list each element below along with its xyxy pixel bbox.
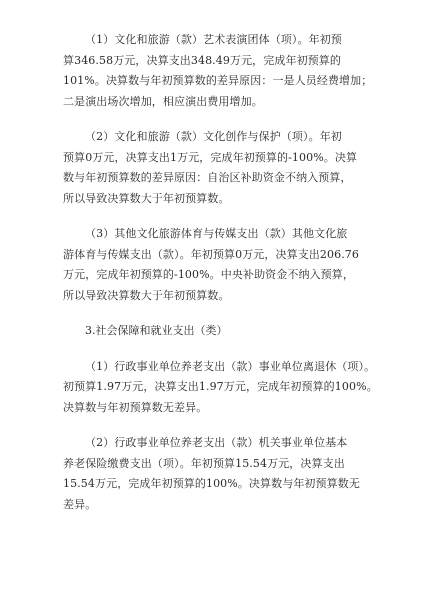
text-line: 二是演出场次增加，相应演出费用增加。 — [63, 94, 263, 108]
text-line: 15.54万元，完成年初预算的100%。决算数与年初预算数无 — [63, 477, 360, 490]
paragraph-pension-insurance — [63, 433, 369, 515]
text-line: 所以导致决算数大于年初预算数。 — [63, 191, 230, 205]
paragraph-gap — [63, 209, 369, 224]
paragraph-retirement — [63, 357, 378, 419]
text-line: 101%。决算数与年初预算数的差异原因：一是人员经费增加； — [63, 74, 373, 87]
text-line: 初预算1.97万元，决算支出1.97万元，完成年初预算的100%。 — [63, 380, 378, 393]
paragraph-gap — [63, 112, 369, 127]
text-line: （1）行政事业单位养老支出（款）事业单位离退休（项）。 — [85, 359, 376, 373]
text-line: 算346.58万元，决算支出348.49万元，完成年初预算的 — [63, 53, 341, 67]
text-line: （2）行政事业单位养老支出（款）机关事业单位基本 — [85, 436, 348, 449]
text-line: 差异。 — [63, 497, 97, 511]
text-line: （3）其他文化旅游体育与传媒支出（款）其他文化旅 — [85, 227, 348, 240]
text-line: （2）文化和旅游（款）文化创作与保护（项）。年初 — [85, 130, 342, 143]
paragraph-cultural-creation — [63, 127, 369, 209]
paragraph-art-performance — [63, 30, 373, 112]
text-line: 养老保险缴费支出（项）。年初预算15.54万元，决算支出 — [63, 456, 345, 470]
text-line: 决算数与年初预算数无差异。 — [63, 400, 208, 414]
section-heading: 3.社会保障和就业支出（类） — [85, 324, 228, 337]
text-line: 预算0万元，决算支出1万元，完成年初预算的-100%。决算 — [63, 150, 358, 164]
paragraph-other-culture — [63, 224, 369, 306]
text-line: 数与年初预算数的差异原因：自治区补助资金不纳入预算， — [63, 171, 352, 184]
paragraph-gap — [63, 418, 369, 433]
paragraph-gap — [63, 306, 369, 321]
text-line: （1）文化和旅游（款）艺术表演团体（项）。年初预 — [85, 33, 342, 46]
text-line: 所以导致决算数大于年初预算数。 — [63, 288, 230, 302]
text-line: 游体育与传媒支出（款）。年初预算0万元，决算支出206.76 — [63, 247, 359, 261]
paragraph-gap — [63, 342, 369, 357]
text-line: 万元，完成年初预算的-100%。中央补助资金不纳入预算， — [63, 268, 354, 281]
